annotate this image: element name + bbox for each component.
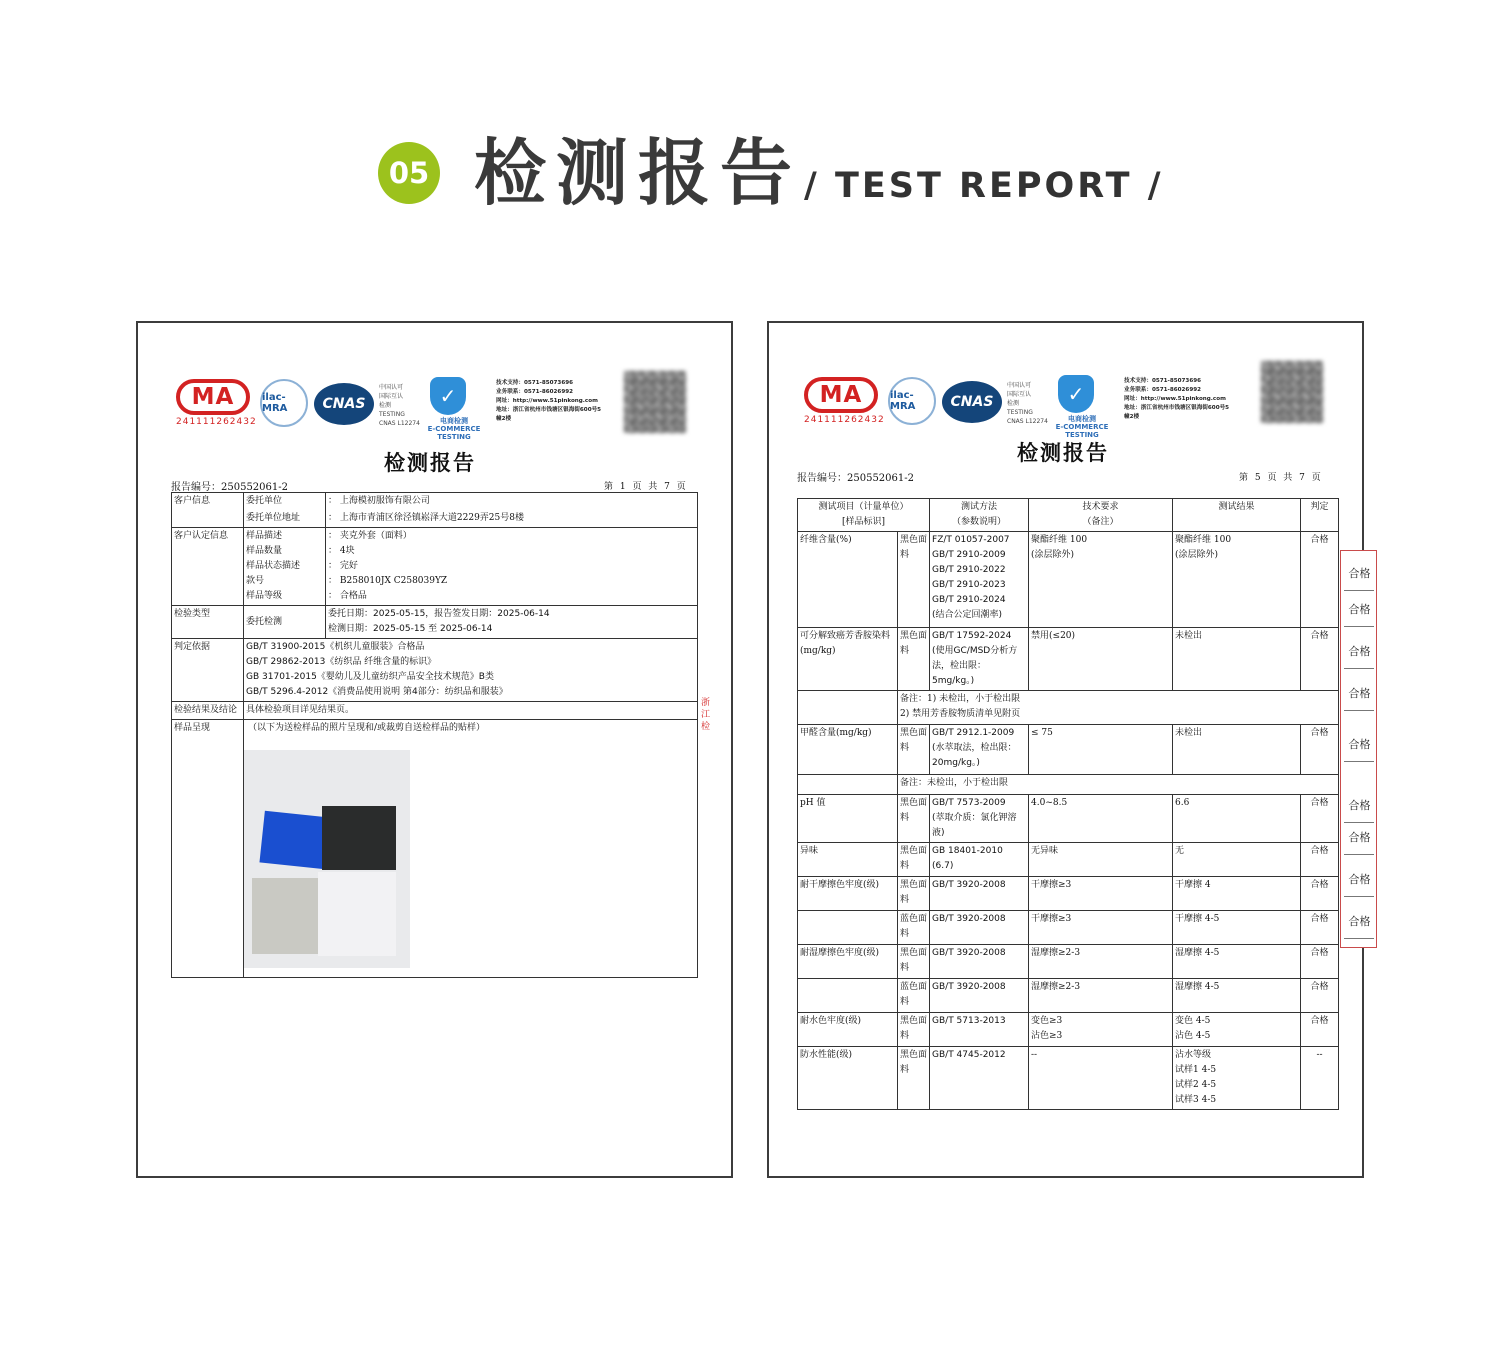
technical-requirement: 禁用(≤20) xyxy=(1029,628,1173,691)
inspection-dates: 委托日期：2025-05-15，报告签发日期：2025-06-14 检测日期：2025-05-15 至 2025-06-14 xyxy=(326,606,698,639)
technical-requirement: 变色≥3 沾色≥3 xyxy=(1029,1013,1173,1047)
tag-divider xyxy=(1344,938,1374,939)
tag-divider xyxy=(1344,668,1374,669)
technical-requirement: 4.0~8.5 xyxy=(1029,795,1173,843)
report-title: 检测报告 xyxy=(384,451,476,475)
judgement: 合格 xyxy=(1301,979,1339,1013)
inspection-type-label: 检验类型 xyxy=(172,606,244,639)
tag-divider xyxy=(1344,854,1374,855)
sample-id: 黑色面料 xyxy=(898,628,930,691)
test-item: 耐水色牢度(级) xyxy=(798,1013,898,1047)
test-method: GB/T 2912.1-2009 (水萃取法，检出限：20mg/kg。) xyxy=(930,725,1029,775)
client-unit: ： 上海模初服饰有限公司 xyxy=(326,493,698,511)
logo-strip xyxy=(804,363,1324,438)
pass-tag: 合格 xyxy=(1348,603,1371,616)
test-result: 变色 4-5 沾色 4-5 xyxy=(1173,1013,1301,1047)
test-method: GB/T 17592-2024 (使用GC/MSD分析方法，检出限：5mg/kg。) xyxy=(930,628,1029,691)
judgement: 合格 xyxy=(1301,628,1339,691)
sample-id: 蓝色面料 xyxy=(898,911,930,945)
tag-divider xyxy=(1344,710,1374,711)
report-page-5 xyxy=(767,321,1371,1178)
test-item: 异味 xyxy=(798,843,898,877)
technical-requirement: 湿摩擦≥2-3 xyxy=(1029,945,1173,979)
header-result: 测试结果 xyxy=(1173,499,1301,532)
judgement: 合格 xyxy=(1301,1013,1339,1047)
row-note: 备注：未检出，小于检出限 xyxy=(898,775,1339,795)
technical-requirement: 湿摩擦≥2-3 xyxy=(1029,979,1173,1013)
test-row xyxy=(798,911,1339,945)
pass-tag: 合格 xyxy=(1348,799,1371,812)
result-label: 检验结果及结论 xyxy=(172,702,244,720)
test-results-body xyxy=(798,532,1339,1110)
pass-tag: 合格 xyxy=(1348,687,1371,700)
sample-field-values: ： 夹克外套（面料） ： 4块 ： 完好 ： B258010JX C258039YZ ： 合格品 xyxy=(326,528,698,606)
note-spacer xyxy=(798,691,898,725)
sample-id: 黑色面料 xyxy=(898,725,930,775)
sample-id: 黑色面料 xyxy=(898,945,930,979)
sample-id: 黑色面料 xyxy=(898,877,930,911)
test-item xyxy=(798,979,898,1013)
cma-number: 241111262432 xyxy=(804,415,885,425)
test-result: 湿摩擦 4-5 xyxy=(1173,945,1301,979)
test-result: 无 xyxy=(1173,843,1301,877)
qr-code-icon xyxy=(624,371,686,433)
report-page-1 xyxy=(136,321,733,1178)
black-fabric-swatch xyxy=(322,806,396,870)
test-row xyxy=(798,1047,1339,1110)
test-item: 甲醛含量(mg/kg) xyxy=(798,725,898,775)
test-method: GB/T 3920-2008 xyxy=(930,979,1029,1013)
technical-requirement: 干摩擦≥3 xyxy=(1029,877,1173,911)
tag-divider xyxy=(1344,896,1374,897)
test-result: 未检出 xyxy=(1173,725,1301,775)
test-result: 聚酯纤维 100 (涂层除外) xyxy=(1173,532,1301,628)
cma-logo: MA xyxy=(176,379,250,415)
test-row xyxy=(798,532,1339,628)
note-spacer xyxy=(798,775,898,795)
test-result: 湿摩擦 4-5 xyxy=(1173,979,1301,1013)
ilac-logo: ilac-MRA xyxy=(888,377,936,425)
test-item: 耐干摩擦色牢度(级) xyxy=(798,877,898,911)
pass-tag: 合格 xyxy=(1348,873,1371,886)
sample-presentation: （以下为送检样品的照片呈现和/或裁剪自送检样品的贴样） xyxy=(244,720,698,978)
shield-check-icon: ✓ xyxy=(430,377,466,415)
sample-id: 蓝色面料 xyxy=(898,979,930,1013)
inspection-type: 委托检测 xyxy=(244,606,326,639)
sample-presentation-label: 样品呈现 xyxy=(172,720,244,978)
sample-id: 黑色面料 xyxy=(898,1013,930,1047)
logo-strip xyxy=(176,365,696,440)
test-item: 耐湿摩擦色牢度(级) xyxy=(798,945,898,979)
qr-code-icon xyxy=(1261,361,1323,423)
blue-fabric-swatch xyxy=(259,811,330,870)
test-result: 干摩擦 4-5 xyxy=(1173,911,1301,945)
test-row xyxy=(798,979,1339,1013)
test-result: 沾水等级 试样1 4-5 试样2 4-5 试样3 4-5 xyxy=(1173,1047,1301,1110)
technical-requirement: -- xyxy=(1029,1047,1173,1110)
test-item: pH 值 xyxy=(798,795,898,843)
test-row xyxy=(798,795,1339,843)
judgement: 合格 xyxy=(1301,532,1339,628)
test-method: FZ/T 01057-2007 GB/T 2910-2009 GB/T 2910-2022 GB/T 2910-2023 GB/T 2910-2024 (结合公定回潮率) xyxy=(930,532,1029,628)
test-row xyxy=(798,628,1339,691)
sample-id: 黑色面料 xyxy=(898,532,930,628)
accreditation-text: 中国认可 国际互认 检测 TESTING CNAS L12274 xyxy=(379,384,420,427)
section-number-badge: 05 xyxy=(378,142,440,204)
white-fabric-swatch xyxy=(318,872,396,956)
red-stamp-edge: 浙 江 检 xyxy=(701,698,711,732)
client-section-label: 客户信息 xyxy=(172,493,244,528)
test-method: GB/T 3920-2008 xyxy=(930,945,1029,979)
header-judgement: 判定 xyxy=(1301,499,1339,532)
technical-requirement: 聚酯纤维 100 (涂层除外) xyxy=(1029,532,1173,628)
test-result: 未检出 xyxy=(1173,628,1301,691)
sample-photo xyxy=(244,750,410,968)
judgement: 合格 xyxy=(1301,795,1339,843)
section-title: 检测报告 xyxy=(474,131,803,215)
test-result: 6.6 xyxy=(1173,795,1301,843)
basis-list: GB/T 31900-2015《机织儿童服装》合格品 GB/T 29862-2013《纺织品 纤维含量的标识》 GB 31701-2015《婴幼儿及儿童纺织产品安全技术规范》B类 GB/T 5296.4-2012《消费品使用说明 第4部分：纺织品和服装》 xyxy=(244,639,698,702)
technical-requirement: 干摩擦≥3 xyxy=(1029,911,1173,945)
accreditation-text: 中国认可 国际互认 检测 TESTING CNAS L12274 xyxy=(1007,382,1048,425)
ecommerce-testing-label: 电商检测 E-COMMERCE TESTING xyxy=(1055,415,1109,439)
pass-tag: 合格 xyxy=(1348,831,1371,844)
ecommerce-testing-label: 电商检测 E-COMMERCE TESTING xyxy=(427,417,481,441)
sample-field-labels: 样品描述 样品数量 样品状态描述 款号 样品等级 xyxy=(244,528,326,606)
test-method: GB/T 7573-2009 (萃取介质：氯化钾溶液) xyxy=(930,795,1029,843)
test-item: 防水性能(级) xyxy=(798,1047,898,1110)
judgement: 合格 xyxy=(1301,911,1339,945)
test-row xyxy=(798,1013,1339,1047)
tag-divider xyxy=(1344,761,1374,762)
basis-label: 判定依据 xyxy=(172,639,244,702)
grey-fabric-swatch xyxy=(252,878,322,954)
test-item: 可分解致癌芳香胺染料(mg/kg) xyxy=(798,628,898,691)
tag-divider xyxy=(1344,626,1374,627)
test-row xyxy=(798,877,1339,911)
row-note: 备注：1) 未检出，小于检出限 2) 禁用芳香胺物质清单见附页 xyxy=(898,691,1339,725)
test-method: GB/T 5713-2013 xyxy=(930,1013,1029,1047)
client-address: ： 上海市青浦区徐泾镇崧泽大道2229弄25号8楼 xyxy=(326,510,698,528)
sample-id: 黑色面料 xyxy=(898,1047,930,1110)
contact-info: 技术支持：0571-85073696 业务联系：0571-86026992 网址：http://www.51pinkong.com 地址：浙江省杭州市钱塘区银海街600号5 幢2楼 xyxy=(1124,378,1230,420)
report-number: 报告编号：250552061-2 xyxy=(171,482,289,493)
tag-divider xyxy=(1344,822,1374,823)
section-subtitle: / TEST REPORT / xyxy=(804,166,1164,206)
pass-tag: 合格 xyxy=(1348,645,1371,658)
page-indicator: 第 1 页 共 7 页 xyxy=(604,482,688,492)
header-method: 测试方法 （参数说明） xyxy=(930,499,1029,532)
test-method: GB/T 3920-2008 xyxy=(930,911,1029,945)
report-info-table xyxy=(171,492,698,978)
judgement: 合格 xyxy=(1301,725,1339,775)
cnas-logo: CNAS xyxy=(314,383,374,425)
judgement: -- xyxy=(1301,1047,1339,1110)
judgement: 合格 xyxy=(1301,843,1339,877)
confirm-section-label: 客户认定信息 xyxy=(172,528,244,606)
pass-tag: 合格 xyxy=(1348,738,1371,751)
pass-tag: 合格 xyxy=(1348,567,1371,580)
sample-id: 黑色面料 xyxy=(898,795,930,843)
technical-requirement: ≤ 75 xyxy=(1029,725,1173,775)
ilac-logo: ilac-MRA xyxy=(260,379,308,427)
test-results-table xyxy=(797,498,1339,1110)
header-requirement: 技术要求 （备注） xyxy=(1029,499,1173,532)
cma-logo: MA xyxy=(804,377,878,413)
page-indicator: 第 5 页 共 7 页 xyxy=(1239,473,1323,483)
cnas-logo: CNAS xyxy=(942,381,1002,423)
technical-requirement: 无异味 xyxy=(1029,843,1173,877)
test-method: GB 18401-2010 (6.7) xyxy=(930,843,1029,877)
pass-tag-column xyxy=(1340,550,1377,948)
report-number: 报告编号：250552061-2 xyxy=(797,473,915,484)
cma-number: 241111262432 xyxy=(176,417,257,427)
header-item: 测试项目（计量单位） [样品标识] xyxy=(798,499,930,532)
result-text: 具体检验项目详见结果页。 xyxy=(244,702,698,720)
test-item xyxy=(798,911,898,945)
test-method: GB/T 3920-2008 xyxy=(930,877,1029,911)
test-method: GB/T 4745-2012 xyxy=(930,1047,1029,1110)
judgement: 合格 xyxy=(1301,945,1339,979)
note-row xyxy=(798,775,1339,795)
test-result: 干摩擦 4 xyxy=(1173,877,1301,911)
judgement: 合格 xyxy=(1301,877,1339,911)
contact-info: 技术支持：0571-85073696 业务联系：0571-86026992 网址：http://www.51pinkong.com 地址：浙江省杭州市钱塘区银海街600号5 幢2楼 xyxy=(496,380,602,422)
pass-tag: 合格 xyxy=(1348,915,1371,928)
test-row xyxy=(798,843,1339,877)
note-row xyxy=(798,691,1339,725)
test-row xyxy=(798,945,1339,979)
client-address-label: 委托单位地址 xyxy=(244,510,326,528)
test-item: 纤维含量(%) xyxy=(798,532,898,628)
report-title: 检测报告 xyxy=(1017,441,1109,465)
sample-id: 黑色面料 xyxy=(898,843,930,877)
test-row xyxy=(798,725,1339,775)
tag-divider xyxy=(1344,590,1374,591)
shield-check-icon: ✓ xyxy=(1058,375,1094,413)
client-unit-label: 委托单位 xyxy=(244,493,326,511)
